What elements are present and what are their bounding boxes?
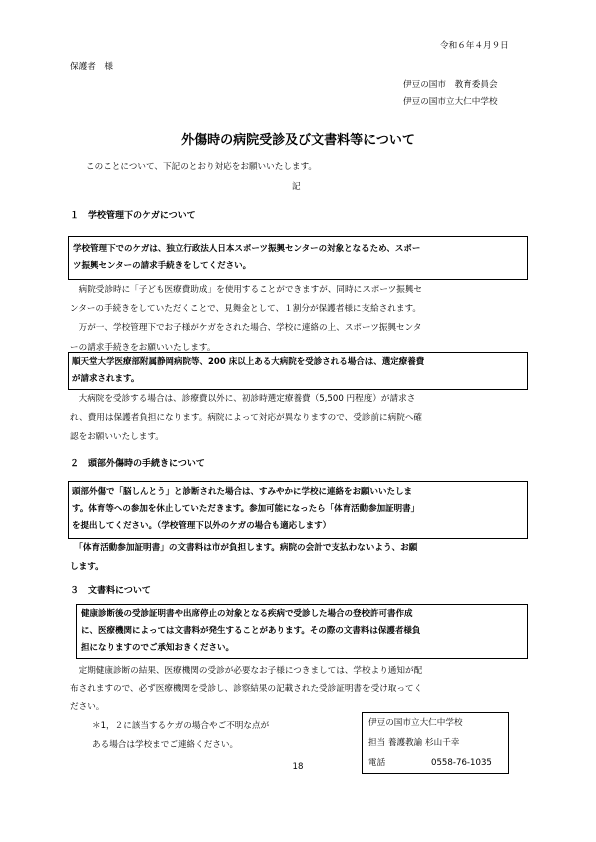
section2-notice-box bbox=[68, 481, 528, 539]
text-line: します。 bbox=[70, 562, 104, 573]
text-line: 布されますので、必ず医療機関を受診し、診察結果の記載された受診証明書を受け取ってく bbox=[70, 684, 423, 695]
intro-text: このことについて、下記のとおり対応をお願いいたします。 bbox=[86, 162, 318, 172]
text-line: 「体育活動参加証明書」の文書料は市が負担します。病院の会計で支払わないよう、お願 bbox=[70, 543, 418, 553]
section1-paragraph2 bbox=[70, 393, 422, 445]
section3-box-line: に、医療機関によっては文書料が発生することがあります。その際の文書料は保護者様負 bbox=[81, 626, 421, 636]
section2-box-line: 頭部外傷で「脳しんとう」と診断された場合は、すみやかに学校に連絡をお願いいたしま bbox=[72, 487, 413, 497]
contact-person: 担当 養護教諭 杉山千幸 bbox=[368, 738, 460, 748]
text-line: 大病院を受診する場合は、診療費以外に、初診時選定療養費（5,500 円程度）が請求さ bbox=[70, 394, 416, 404]
text-line: 認をお願いいたします。 bbox=[70, 432, 164, 443]
section1-hospital-box bbox=[68, 352, 528, 390]
section3-box-line: 担になりますのでご承知おきください。 bbox=[81, 643, 235, 653]
section1-box2-line: 順天堂大学医療部附属静岡病院等、200 床以上ある大病院を受診される場合は、選定療養費 bbox=[72, 357, 425, 367]
recipient: 保護者 様 bbox=[70, 62, 113, 72]
contact-phone: 0558-76-1035 bbox=[431, 758, 492, 768]
contact-school: 伊豆の国市立大仁中学校 bbox=[368, 718, 463, 728]
text-line: ンターの手続きをしていただくことで、見舞金として、１割分が保護者様に支給されます。 bbox=[70, 304, 421, 315]
section3-heading: ３ 文書料について bbox=[70, 586, 151, 596]
section1-paragraph bbox=[70, 284, 422, 355]
section1-box2-line: が請求されます。 bbox=[72, 374, 140, 384]
contact-phone-label: 電話 bbox=[368, 758, 386, 768]
section2-after-text bbox=[70, 542, 417, 574]
document-date: 令和６年４月９日 bbox=[440, 41, 509, 51]
section1-box-line: 学校管理下でのケガは、独立行政法人日本スポーツ振興センターの対象となるため、スポー bbox=[73, 244, 421, 254]
section2-heading: ２ 頭部外傷時の手続きについて bbox=[70, 459, 205, 469]
section1-heading: １ 学校管理下のケガについて bbox=[70, 211, 196, 221]
text-line: ださい。 bbox=[70, 702, 105, 713]
text-line: 万が一、学校管理下でお子様がケガをされた場合、学校に連絡の上、スポーツ振興センタ bbox=[70, 323, 422, 334]
document-title: 外傷時の病院受診及び文書料等について bbox=[181, 133, 415, 148]
page-number: 18 bbox=[292, 762, 304, 772]
section3-paragraph bbox=[70, 665, 422, 715]
contact-note bbox=[92, 720, 269, 752]
section1-notice-box bbox=[68, 236, 528, 280]
text-line: ーの請求手続きをお願いいたします。 bbox=[70, 342, 216, 353]
sender-school: 伊豆の国市立大仁中学校 bbox=[403, 97, 498, 107]
section2-box-line: を提出してください。（学校管理下以外のケガの場合も適応します） bbox=[72, 521, 332, 531]
section3-notice-box bbox=[76, 604, 528, 659]
text-line: 病院受診時に「子ども医療費助成」を使用することができますが、同時にスポーツ振興セ bbox=[70, 285, 423, 295]
text-line: ある場合は学校までご連絡ください。 bbox=[92, 740, 239, 751]
section2-box-line: す。体育等への参加を休止していただきます。参加可能になったら「体育活動参加証明書」 bbox=[72, 504, 420, 514]
text-line: 定期健康診断の結果、医療機関の受診が必要なお子様につきましては、学校より通知が配 bbox=[70, 666, 423, 676]
section3-box-line: 健康診断後の受診証明書や出席停止の対象となる疾病で受診した場合の登校許可書作成 bbox=[81, 609, 413, 619]
section1-box-line: ツ振興センターの請求手続きをしてください。 bbox=[73, 261, 252, 271]
ki-mark: 記 bbox=[292, 182, 301, 192]
text-line: ＊1，２に該当するケガの場合やご不明な点が bbox=[92, 721, 270, 731]
text-line: れ、費用は保護者負担になります。病院によって対応が異なりますので、受診前に病院へ確 bbox=[70, 413, 423, 424]
sender-board: 伊豆の国市 教育委員会 bbox=[403, 80, 498, 90]
